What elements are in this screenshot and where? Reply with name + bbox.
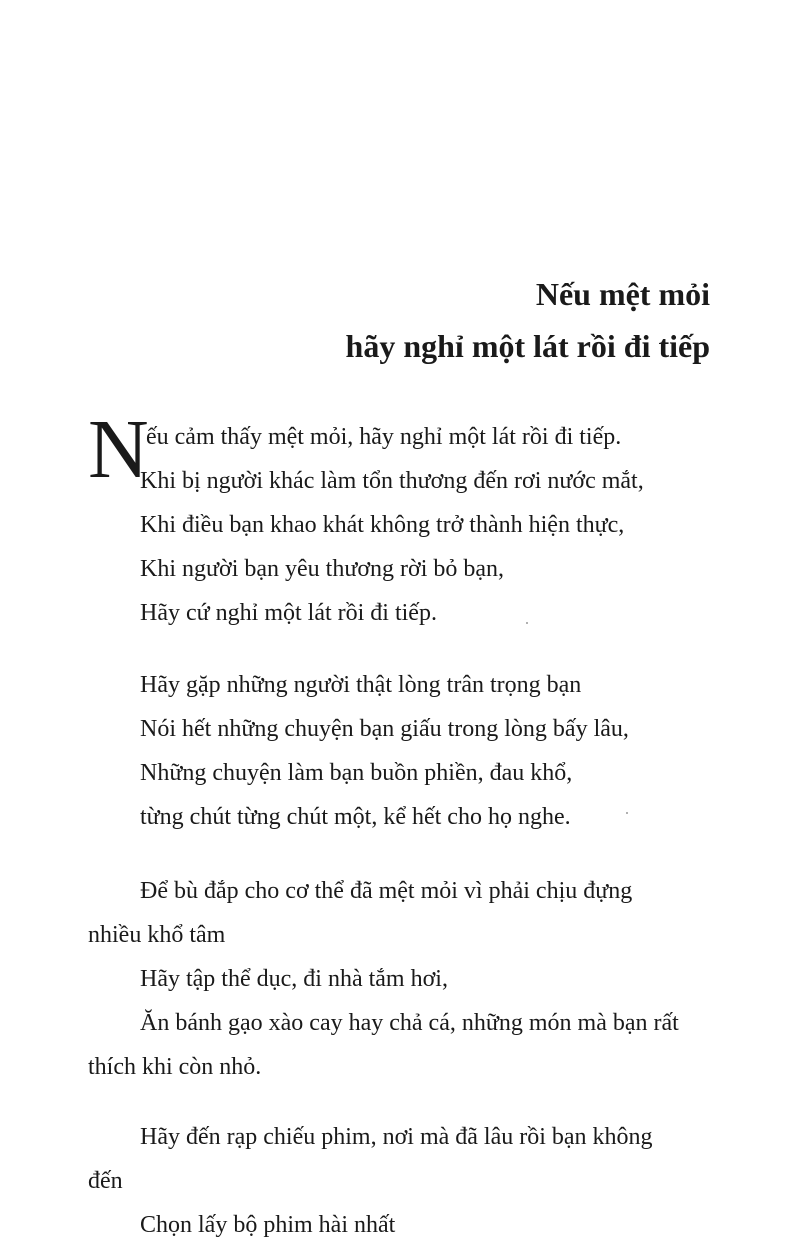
stanza-2-line-4: từng chút từng chút một, kể hết cho họ nghe. <box>140 804 571 830</box>
drop-cap: N <box>88 403 149 496</box>
speck-mark <box>526 622 528 624</box>
stanza-1-line-1: ếu cảm thấy mệt mỏi, hãy nghỉ một lát rồi đi tiếp. <box>146 424 622 450</box>
speck-mark <box>626 812 628 814</box>
stanza-1-line-3: Khi điều bạn khao khát không trở thành hiện thực, <box>140 512 625 538</box>
stanza-3-line-1: Để bù đắp cho cơ thể đã mệt mỏi vì phải chịu đựng <box>140 878 633 904</box>
stanza-1-line-2: Khi bị người khác làm tổn thương đến rơi nước mắt, <box>140 468 644 494</box>
stanza-4-line-1-cont: đến <box>88 1168 123 1194</box>
stanza-3-line-1-cont: nhiều khổ tâm <box>88 922 226 948</box>
stanza-4-line-2: Chọn lấy bộ phim hài nhất <box>140 1212 396 1238</box>
poem-title <box>346 268 710 372</box>
stanza-1-line-5: Hãy cứ nghỉ một lát rồi đi tiếp. <box>140 600 437 626</box>
stanza-3-line-3-cont: thích khi còn nhỏ. <box>88 1054 262 1080</box>
stanza-3-line-2: Hãy tập thể dục, đi nhà tắm hơi, <box>140 966 448 992</box>
title-line-2: hãy nghỉ một lát rồi đi tiếp <box>345 328 710 364</box>
stanza-4-line-1: Hãy đến rạp chiếu phim, nơi mà đã lâu rồi bạn không <box>140 1124 653 1150</box>
stanza-2-line-3: Những chuyện làm bạn buồn phiền, đau khổ, <box>140 760 573 786</box>
title-line-1: Nếu mệt mỏi <box>535 276 710 312</box>
stanza-3-line-3: Ăn bánh gạo xào cay hay chả cá, những món mà bạn rất <box>140 1010 679 1036</box>
stanza-1-line-4: Khi người bạn yêu thương rời bỏ bạn, <box>140 556 505 582</box>
stanza-2-line-1: Hãy gặp những người thật lòng trân trọng bạn <box>140 672 582 698</box>
stanza-2-line-2: Nói hết những chuyện bạn giấu trong lòng bấy lâu, <box>140 716 629 742</box>
